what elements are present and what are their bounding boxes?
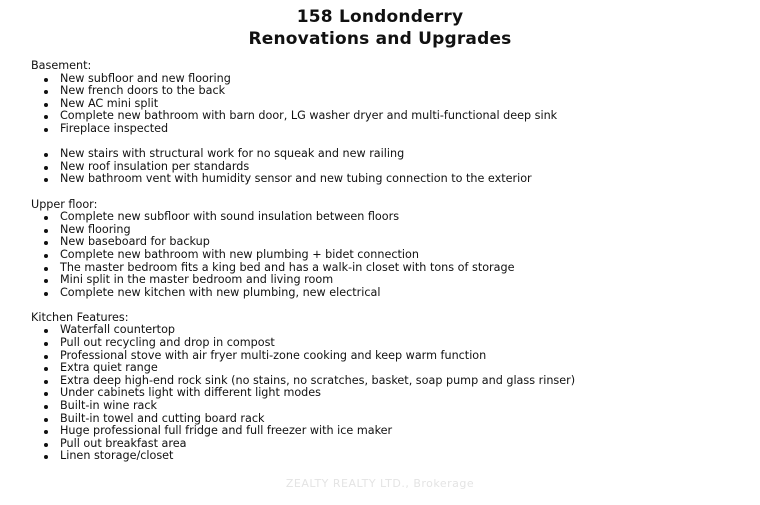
- list-item: Pull out breakfast area: [31, 438, 751, 451]
- list-item: Complete new bathroom with new plumbing + bidet connection: [31, 249, 751, 262]
- list-item: New AC mini split: [31, 98, 751, 111]
- list-item: Complete new subfloor with sound insulation between floors: [31, 211, 751, 224]
- section-heading-kitchen: Kitchen Features:: [31, 310, 129, 324]
- brokerage-watermark: ZEALTY REALTY LTD., Brokerage: [285, 477, 475, 490]
- list-item: Pull out recycling and drop in compost: [31, 337, 751, 350]
- upper-floor-list: [31, 211, 751, 299]
- list-item: Built-in wine rack: [31, 400, 751, 413]
- list-item: Complete new kitchen with new plumbing, new electrical: [31, 287, 751, 300]
- list-item: Professional stove with air fryer multi-zone cooking and keep warm function: [31, 350, 751, 363]
- list-item: New bathroom vent with humidity sensor and new tubing connection to the exterior: [31, 173, 751, 186]
- list-item: New french doors to the back: [31, 85, 751, 98]
- list-item: The master bedroom fits a king bed and has a walk-in closet with tons of storage: [31, 262, 751, 275]
- list-item: Waterfall countertop: [31, 324, 751, 337]
- document-title: 158 Londonderry: [296, 7, 464, 27]
- section-heading-upper-floor: Upper floor:: [31, 197, 98, 211]
- basement-extra-list: [31, 148, 751, 186]
- list-item: New subfloor and new flooring: [31, 73, 751, 86]
- section-heading-basement: Basement:: [31, 59, 92, 72]
- list-item: New baseboard for backup: [31, 236, 751, 249]
- list-item: New flooring: [31, 224, 751, 237]
- document-body: [31, 60, 751, 463]
- list-item: Linen storage/closet: [31, 450, 751, 463]
- list-item: Under cabinets light with different light modes: [31, 387, 751, 400]
- list-item: Extra quiet range: [31, 362, 751, 375]
- list-item: Huge professional full fridge and full freezer with ice maker: [31, 425, 751, 438]
- list-item: Complete new bathroom with barn door, LG washer dryer and multi-functional deep sink: [31, 110, 751, 123]
- list-item: New roof insulation per standards: [31, 161, 751, 174]
- document-subtitle: Renovations and Upgrades: [248, 29, 512, 49]
- list-item: Fireplace inspected: [31, 123, 751, 136]
- basement-list: [31, 73, 751, 136]
- list-item: Built-in towel and cutting board rack: [31, 413, 751, 426]
- list-item: New stairs with structural work for no squeak and new railing: [31, 148, 751, 161]
- list-item: Mini split in the master bedroom and living room: [31, 274, 751, 287]
- kitchen-list: [31, 324, 751, 463]
- list-item: Extra deep high-end rock sink (no stains, no scratches, basket, soap pump and glass rinser): [31, 375, 751, 388]
